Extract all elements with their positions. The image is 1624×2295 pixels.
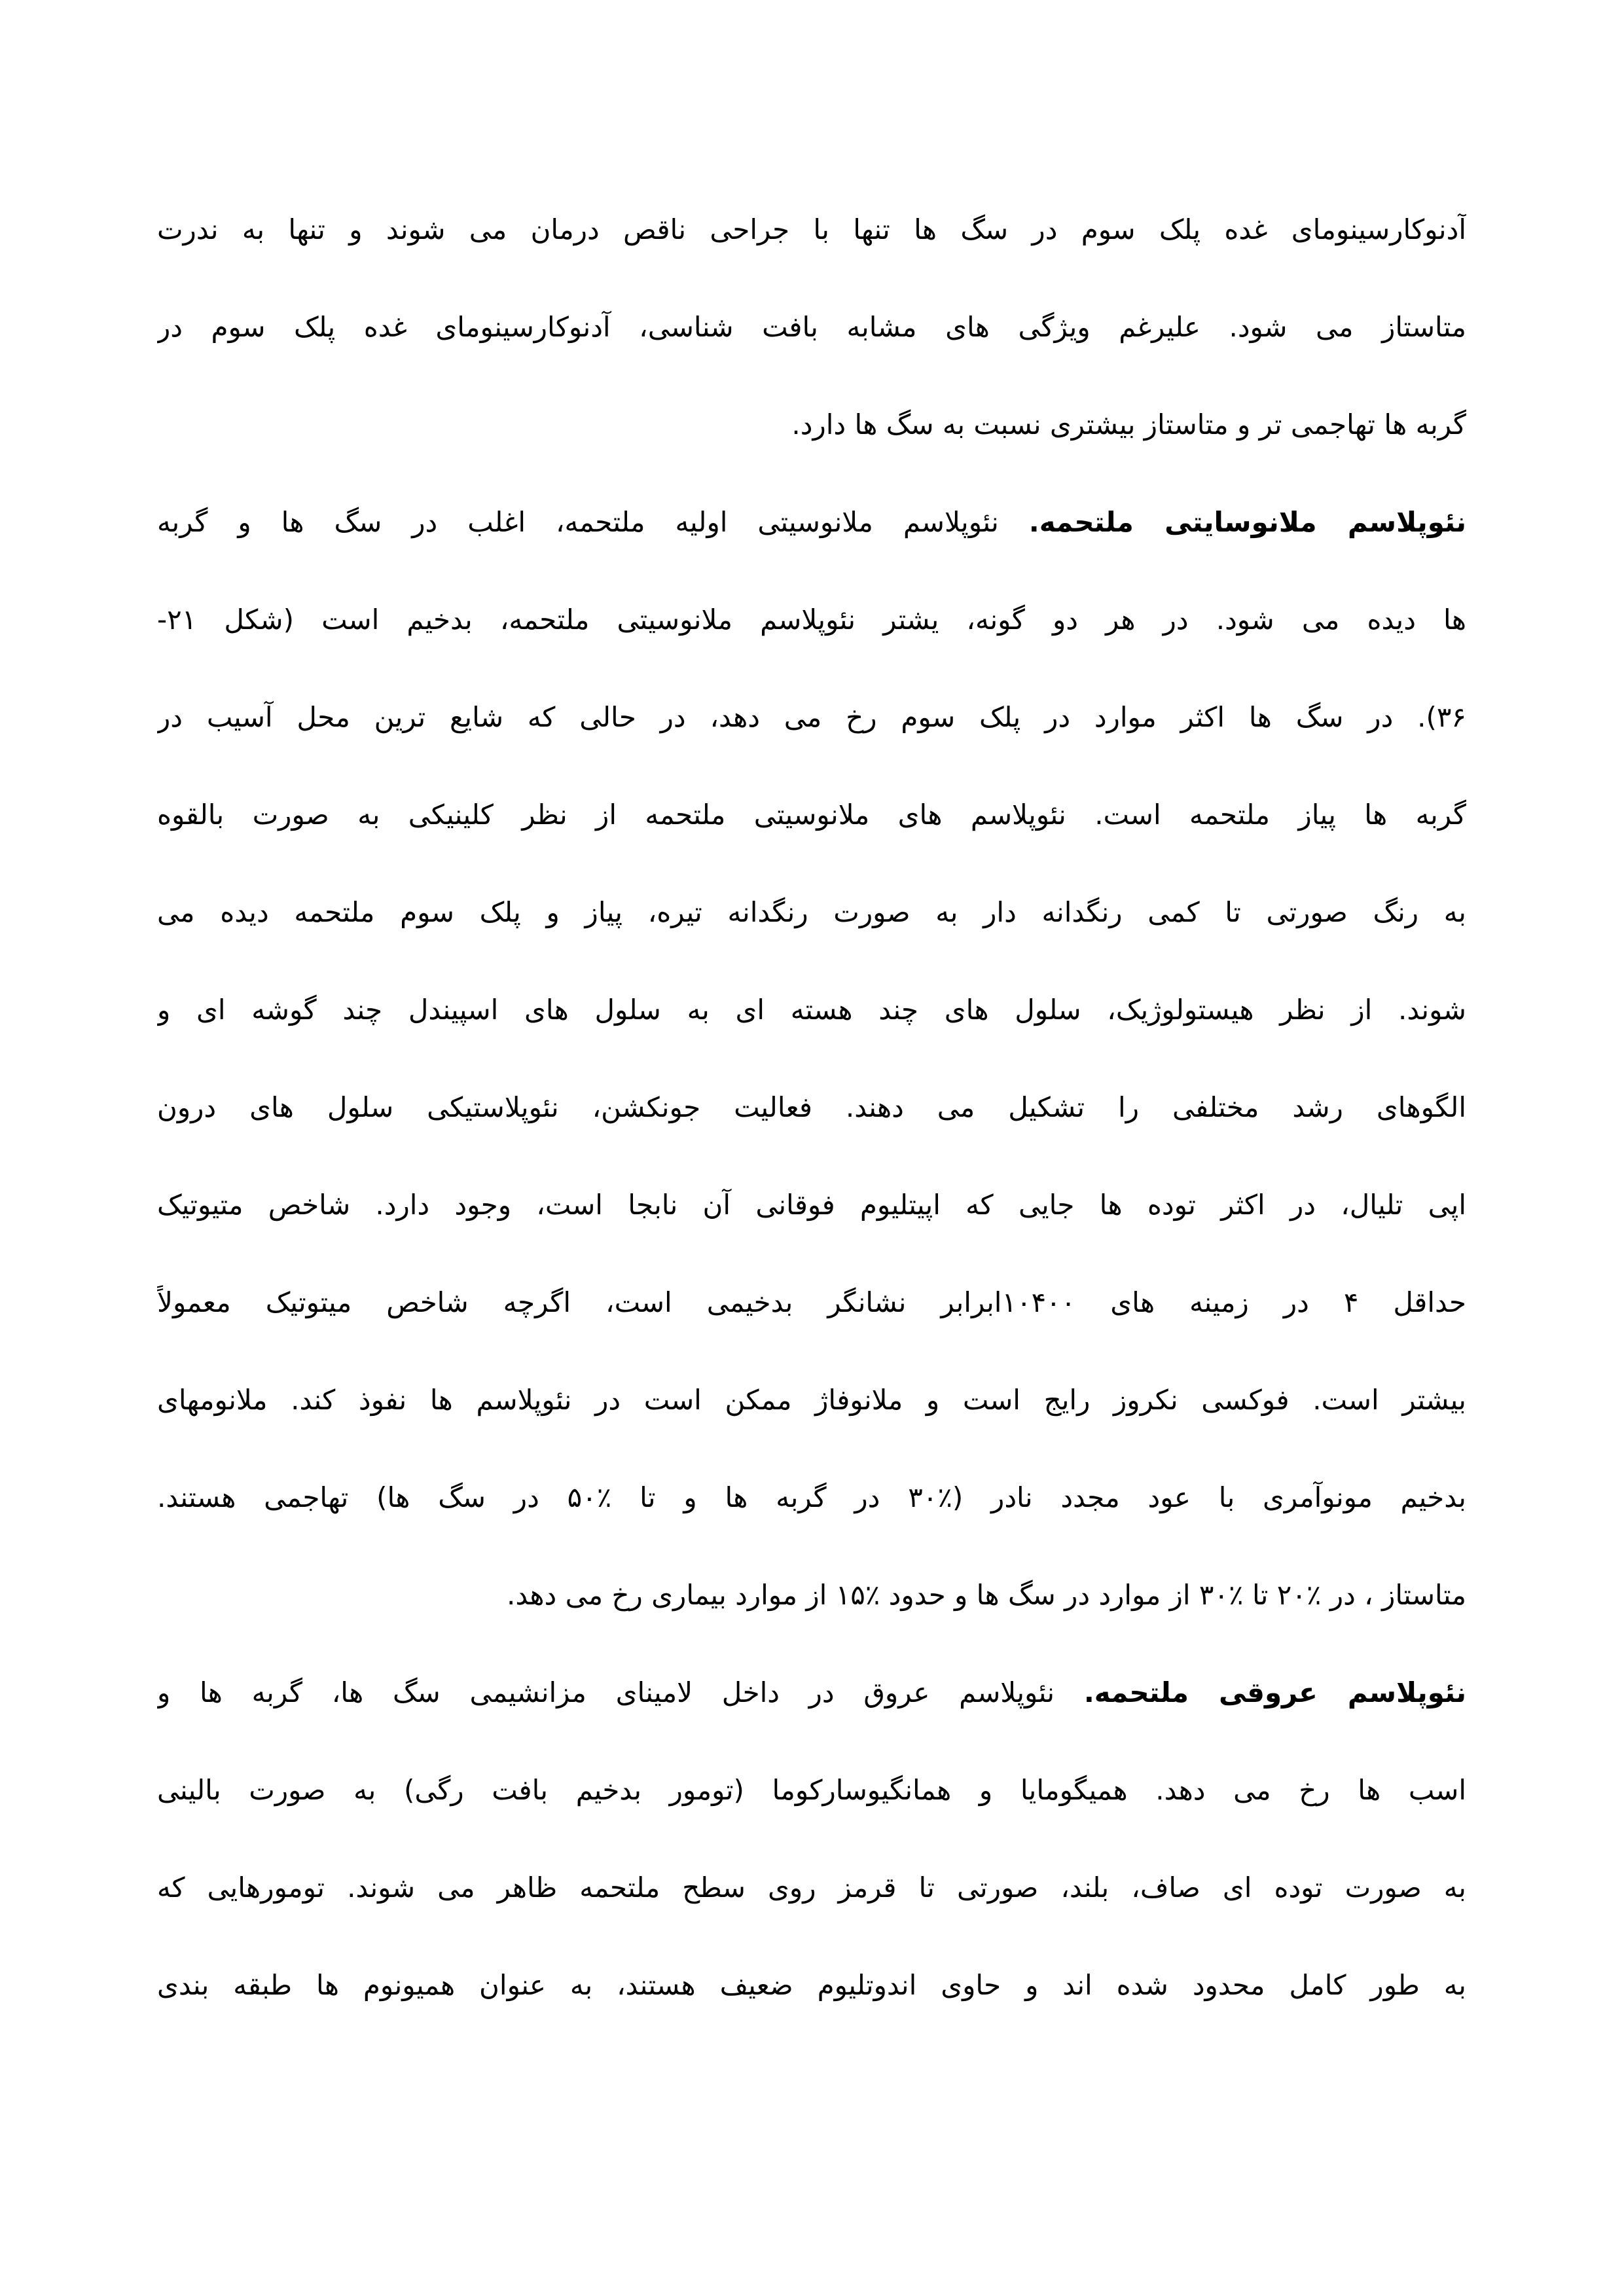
text-line: متاستاز ، در ٪۲۰ تا ٪۳۰ از موارد در سگ ها و حدود ٪۱۵ از موارد بیماری رخ می دهد.: [506, 1579, 1466, 1611]
text-line: اسب ها رخ می دهد. همیگومایا و همانگیوسارکوما (تومور بدخیم بافت رگی) به صورت بالینی: [157, 1774, 1466, 1806]
inline-heading: نئوپلاسم عروقی ملتحمه.: [1083, 1676, 1466, 1708]
text-line: گربه ها تهاجمی تر و متاستاز بیشتری نسبت به سگ ها دارد.: [791, 408, 1466, 441]
text-line: نئوپلاسم ملانوسایتی ملتحمه. نئوپلاسم ملانوسیتی اولیه ملتحمه، اغلب در سگ ها و گربه: [157, 506, 1466, 538]
paragraph-vascular-neoplasm: [157, 1644, 1466, 2034]
text-line: الگوهای رشد مختلفی را تشکیل می دهند. فعالیت جونکشن، نئوپلاستیکی سلول های درون: [157, 1091, 1466, 1123]
text-line: ها دیده می شود. در هر دو گونه، یشتر نئوپلاسم ملانوسیتی ملتحمه، بدخیم است (شکل ۲۱-: [157, 604, 1466, 636]
text-line: به طور کامل محدود شده اند و حاوی اندوتلیوم ضعیف هستند، به عنوان همیونوم ها طبقه بندی: [157, 1969, 1466, 2001]
text-line: ۳۶). در سگ ها اکثر موارد در پلک سوم رخ می دهد، در حالی که شایع ترین محل آسیب در: [157, 701, 1466, 733]
text-line: بیشتر است. فوکسی نکروز رایج است و ملانوفاژ ممکن است در نئوپلاسم ها نفوذ کند. ملانومهای: [157, 1384, 1466, 1416]
text-block: [157, 181, 1466, 2034]
paragraph-melanocytic-neoplasm: [157, 473, 1466, 1644]
text-line: شوند. از نظر هیستولوژیک، سلول های چند هسته ای به سلول های اسپیندل چند گوشه ای و: [157, 994, 1466, 1026]
text-line: حداقل ۴ در زمینه های ۱۰۴۰۰ابرابر نشانگر بدخیمی است، اگرچه شاخص میتوتیک معمولاً: [157, 1286, 1466, 1318]
text-line: متاستاز می شود. علیرغم ویژگی های مشابه بافت شناسی، آدنوکارسینومای غده پلک سوم در: [157, 311, 1466, 343]
text-line: به صورت توده ای صاف، بلند، صورتی تا قرمز روی سطح ملتحمه ظاهر می شوند. تومورهایی که: [157, 1871, 1466, 1904]
text-line: آدنوکارسینومای غده پلک سوم در سگ ها تنها با جراحی ناقص درمان می شوند و تنها به ندرت: [157, 213, 1466, 245]
inline-heading: نئوپلاسم ملانوسایتی ملتحمه.: [1028, 506, 1466, 538]
text-line: بدخیم مونوآمری با عود مجدد نادر (٪۳۰ در گربه ها و تا ٪۵۰ در سگ ها) تهاجمی هستند.: [157, 1481, 1466, 1513]
text-line: به رنگ صورتی تا کمی رنگدانه دار به صورت رنگدانه تیره، پیاز و پلک سوم ملتحمه دیده می: [157, 896, 1466, 928]
text-line: نئوپلاسم عروقی ملتحمه. نئوپلاسم عروق در داخل لامینای مزانشیمی سگ ها، گربه ها و: [157, 1676, 1466, 1708]
text-line: گربه ها پیاز ملتحمه است. نئوپلاسم های ملانوسیتی ملتحمه از نظر کلینیکی به صورت بالقوه: [157, 799, 1466, 831]
text-line: اپی تلیال، در اکثر توده ها جایی که اپیتلیوم فوقانی آن نابجا است، وجود دارد. شاخص متیوتیک: [157, 1189, 1466, 1221]
paragraph-adenocarcinoma: [157, 181, 1466, 473]
